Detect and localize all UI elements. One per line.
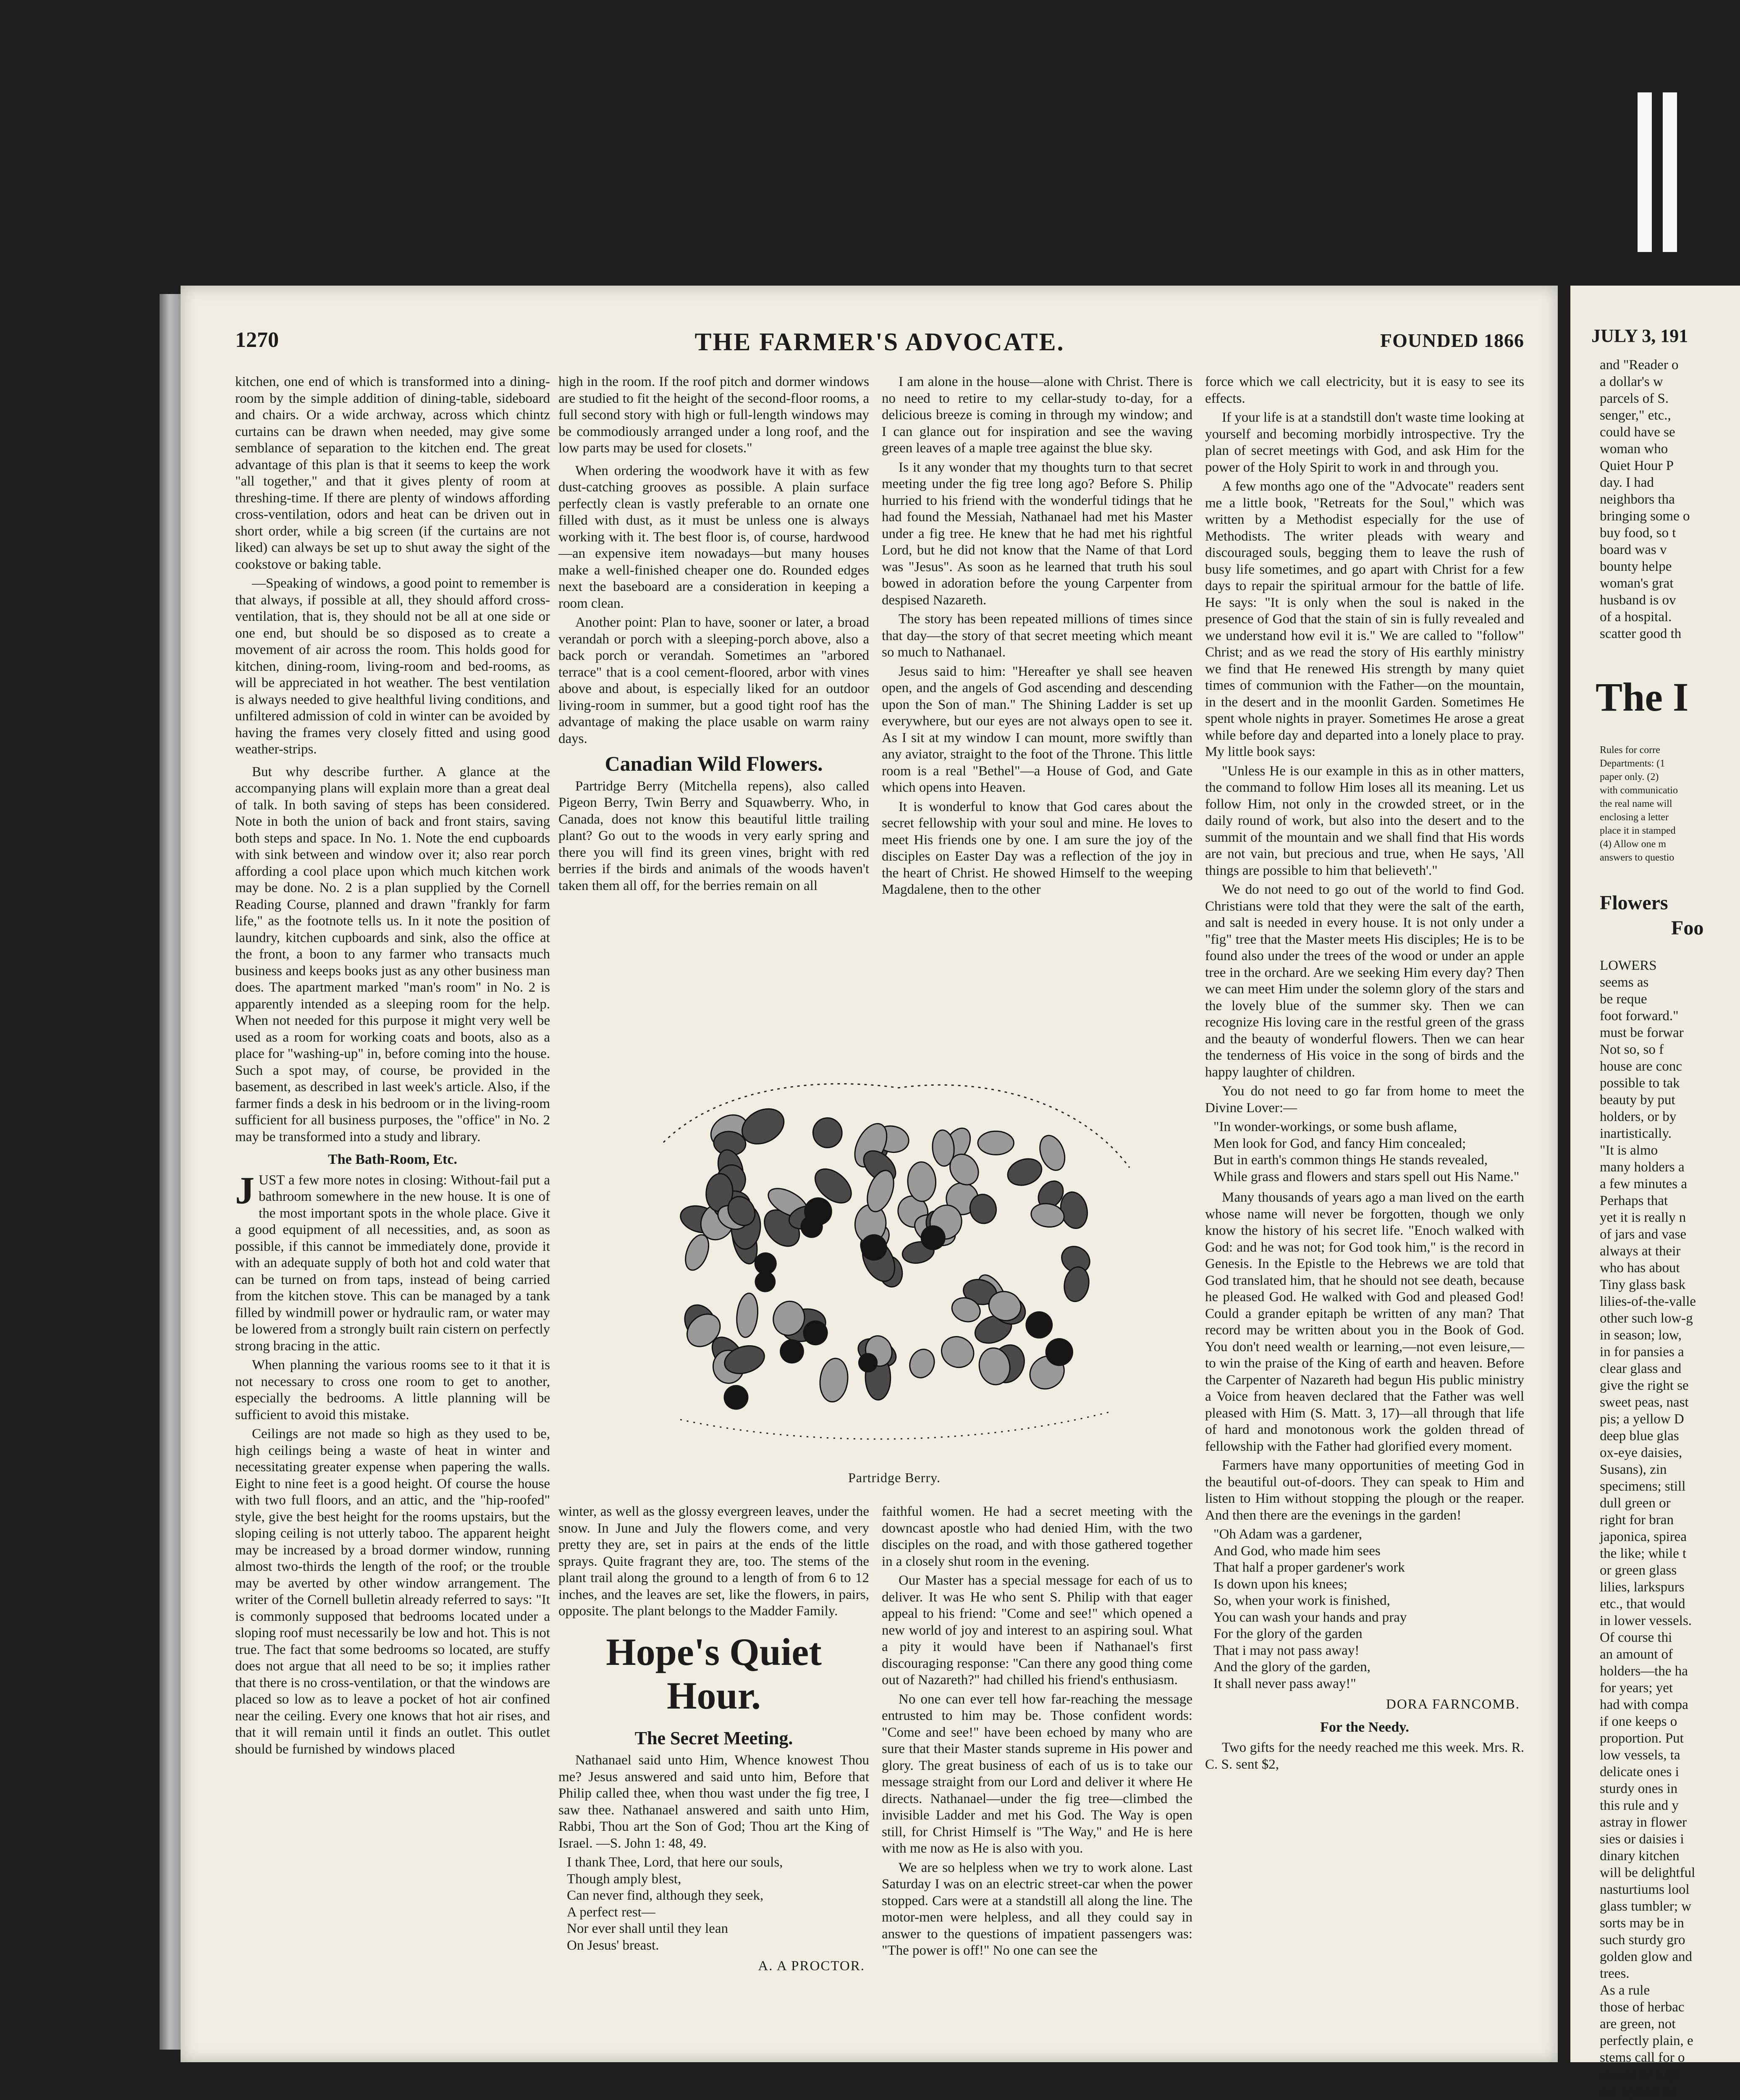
verse-line: Though amply blest,: [567, 1871, 681, 1887]
verse-line: Is down upon his knees;: [1213, 1576, 1347, 1592]
facing-page-line: sies or daisies i: [1600, 1832, 1684, 1847]
verse-line: "Oh Adam was a gardener,: [1213, 1527, 1362, 1542]
facing-page-line: Of course thi: [1600, 1630, 1672, 1645]
facing-page-line: beauty by put: [1600, 1092, 1675, 1108]
facing-page-line: will be delightful: [1600, 1865, 1695, 1880]
facing-page-line: possible to tak: [1600, 1076, 1680, 1091]
berry: [804, 1197, 832, 1226]
facing-page-line: of a hospital.: [1600, 609, 1672, 625]
facing-page-line: (4) Allow one m: [1600, 839, 1666, 850]
facing-page-line: and "Reader o: [1600, 357, 1679, 373]
facing-page-line: sturdy ones in: [1600, 1781, 1678, 1796]
leaf: [978, 1131, 1014, 1155]
founded-label: FOUNDED 1866: [1380, 330, 1524, 351]
signature: A. A PROCTOR.: [758, 1958, 865, 1974]
facing-page-line: with communicatio: [1600, 785, 1678, 796]
paragraph: Ceilings are not made so high as they used to be, high ceilings being a waste of heat in winter and necessitating greater expense when papering the walls. Eight to nine feet is a good height. Of course the house with two full floors, and an attic, and the "hip-roofed" style, give the best height for the rooms upstairs, but the sloping ceiling is not utterly taboo. The apparent height may be increased by a broad dormer window, running almost two-thirds the length of the roof; or the trouble may be averted by other window arrangement. The writer of the Cornell bulletin already referred to says: "It is commonly supposed that bedrooms located under a sloping roof must necessarily be low and hot. This is not true. The fact that some bedrooms so located, are stuffy does not argue that all need to be so; it implies rather that there is no cross-ventilation, or that the windows are placed so low as to leave a pocket of hot air confined near the ceiling. Every one knows that hot air rises, and that it will remain until it finds an outlet. This outlet should be furnished by windows placed: [235, 1426, 550, 1757]
scanner-bar: [1638, 92, 1652, 252]
facing-page-line: scatter good th: [1600, 626, 1682, 641]
facing-page-line: enclosing a letter: [1600, 812, 1669, 823]
verse-line: So, when your work is finished,: [1213, 1593, 1390, 1608]
signature: DORA FARNCOMB.: [1386, 1697, 1520, 1712]
verse-line: A perfect rest—: [567, 1904, 655, 1920]
paragraph: faithful women. He had a secret meeting with the downcast apostle who had denied Him, with the two disciples on the road, and with those gathered together in a closely shut room in the evening.: [882, 1504, 1192, 1569]
facing-page-line: in for pansies a: [1600, 1344, 1684, 1360]
leaf: [735, 1292, 760, 1339]
verse-line: Can never find, although they seek,: [567, 1888, 764, 1903]
verse-line: That half a proper gardener's work: [1213, 1560, 1405, 1575]
verse-line: I thank Thee, Lord, that here our souls,: [567, 1855, 783, 1870]
facing-page-heading: The I: [1596, 675, 1689, 719]
paragraph: We are so helpless when we try to work alone. Last Saturday I was on an electric street-car when the power stopped. Cars were at a standstill all along the line. The motor-men were helpless, and all they could say in answer to the questions of impatient passengers was: "The power is off!" No one can see the: [882, 1860, 1192, 1958]
paragraph-text: UST a few more notes in closing: Without-fail put a bathroom somewhere in the new house. It is one of the most important spots in the whole place. Give it a good equipment of all necessities, and, as soon as possible, if this cannot be immediately done, provide it with an adequate supply of both hot and cold water that can be turned on from taps, instead of being carried from the kitchen stove. This can be managed by a tank filled by windmill power or hydraulic ram, or water may be lowered from a strongly built rain cistern on perfectly strong bracing in the attic.: [235, 1172, 550, 1354]
facing-page-line: sorts may be in: [1600, 1916, 1684, 1931]
facing-page-line: Rules for corre: [1600, 745, 1660, 756]
facing-page-line: dinary kitchen: [1600, 1848, 1680, 1864]
running-head: [235, 328, 1524, 365]
verse-line: Men look for God, and fancy Him concealed;: [1213, 1136, 1466, 1151]
facing-page-line: holders—the ha: [1600, 1664, 1688, 1679]
column-1: [235, 374, 550, 2058]
facing-page-line: the real name will: [1600, 798, 1672, 809]
facing-page-line: Tiny glass bask: [1600, 1277, 1686, 1292]
paragraph: high in the room. If the roof pitch and dormer windows are studied to fit the height of the second-floor rooms, a full second story with high or full-length windows may be commodiously arranged under a long roof, and the low parts may be used for closets.": [558, 374, 869, 456]
leaf: [936, 1331, 979, 1373]
facing-page-line: sweet peas, nast: [1600, 1395, 1689, 1410]
leaf: [1004, 1154, 1046, 1190]
facing-page-line: always at their: [1600, 1244, 1681, 1259]
facing-page-line: Not so, so f: [1600, 1042, 1664, 1057]
paragraph: "Unless He is our example in this as in other matters, the command to follow Him loses all its meaning. Let us follow Him, not only in the crowded street, or in the daily round of work, but also into the desert and to the summit of the mountain and we shall find that His words are not vain, but precious and true, when He says, 'All things are possible to him that believeth'.": [1205, 763, 1524, 878]
paragraph: Is it any wonder that my thoughts turn to that secret meeting under the fig tree long ago? Before S. Philip hurried to his friend with the wonderful tidings that he had found the Messiah, Nathanael had met his Master under a fig tree. He knew that he had met his rightful Lord, but he did not know that the Name of that Lord was "Jesus". As soon as he learned that truth his soul bowed in adoration before the young Carpenter from despised Nazareth.: [882, 459, 1192, 608]
facing-page-line: in lower vessels.: [1600, 1613, 1692, 1628]
leaf: [906, 1346, 938, 1381]
facing-page-line: stems call for o: [1600, 2050, 1685, 2065]
facing-page-line: low vessels, ta: [1600, 1748, 1680, 1763]
facing-page-line: specimens; still: [1600, 1479, 1686, 1494]
paragraph: winter, as well as the glossy evergreen leaves, under the snow. In June and July the flowers come, and very pretty they are, set in pairs at the ends of the little sprays. Quite fragrant they are, too. The stems of the plant trail along the ground to a length of from 6 to 12 inches, and the leaves are set, like the flowers, in pairs, opposite. The plant belongs to the Madder Family.: [558, 1504, 869, 1619]
facing-page-line: inartistically.: [1600, 1126, 1672, 1141]
verse-line: Nor ever shall until they lean: [567, 1921, 728, 1936]
facing-page-line: woman who: [1600, 441, 1668, 457]
facing-page-line: should be kept: [1600, 2067, 1681, 2082]
facing-page-line: give the right se: [1600, 1378, 1689, 1393]
section-heading: For the Needy.: [1320, 1719, 1409, 1735]
facing-page-line: for years; yet: [1600, 1680, 1673, 1696]
facing-page-date: JULY 3, 191: [1591, 326, 1688, 346]
facing-page-line: an amount of: [1600, 1647, 1673, 1662]
berry: [803, 1320, 828, 1345]
facing-page-line: "It is almo: [1600, 1143, 1658, 1158]
facing-page-line: lilies, larkspurs: [1600, 1580, 1685, 1595]
verse: [567, 1854, 869, 1954]
facing-page-line: etc., that would: [1600, 1596, 1685, 1612]
facing-page-line: bringing some o: [1600, 509, 1690, 524]
berry: [1025, 1311, 1053, 1339]
paragraph: We do not need to go out of the world to find God. Christians were told that they were the salt of the earth, and salt is needed in every house. It is not only under a "fig" tree that the Master meets His disciples; He is to be found also under the trees of the wood or under an apple tree in the orchard. Are we seeking Him every day? Then we can meet Him under the solemn glory of the stars and the lovely blue of the summer sky. Then we can recognize His loving care in the restful green of the grass and the beauty of wonderful flowers. Then we can hear the tenderness of His voice in the song of birds and the happy laughter of children.: [1205, 882, 1524, 1080]
facing-page-line: answers to questio: [1600, 852, 1674, 863]
paragraph: Jesus said to him: "Hereafter ye shall see heaven open, and the angels of God ascending and descending upon the Son of man." The Shining Ladder is set up everywhere, but our eyes are not always open to see it. As I sit at my window I can mount, more swiftly than any aviator, straight to the foot of the Throne. This little room is a real "Bethel"—a House of God, and Gate which opens into Heaven.: [882, 664, 1192, 795]
facing-page-line: bounty helpe: [1600, 559, 1672, 574]
berry: [921, 1225, 946, 1250]
facing-page-line: seems as: [1600, 975, 1649, 990]
facing-page-line: trees.: [1600, 1966, 1630, 1981]
facing-page-line: nasturtiums lool: [1600, 1882, 1690, 1897]
facing-page-line: foot forward.": [1600, 1008, 1679, 1024]
leaf: [1062, 1265, 1092, 1303]
facing-page-line: husband is ov: [1600, 593, 1676, 608]
verse-line: But in earth's common things He stands revealed,: [1213, 1152, 1488, 1168]
paragraph: —Speaking of windows, a good point to remember is that always, if possible at all, they should afford cross-ventilation, that is, they should not be all at one side or one end, but should be so disposed as to create a movement of air across the room. This holds good for kitchen, dining-room, living-room and bed-rooms, as will be appreciated in hot weather. The best ventilation is always needed to give healthful living conditions, and unfiltered admission of cold in winter can be avoided by having the frames very closely fitted and using good weather-strips.: [235, 576, 550, 757]
facing-page-line: lilies-of-the-valle: [1600, 1294, 1696, 1309]
facing-page-line: buy food, so t: [1600, 525, 1676, 541]
facing-page-line: who has about: [1600, 1260, 1680, 1276]
facing-page-line: such sturdy gro: [1600, 1932, 1685, 1948]
leaf: [818, 1357, 850, 1403]
leaf: [907, 1162, 936, 1202]
facing-page-line: of jars and vase: [1600, 1227, 1687, 1242]
paragraph: It is wonderful to know that God cares about the secret fellowship with your soul and mine. He loves to meet His friends one by one. I am sure the joy of the disciples on Easter Day was a reflection of the joy in the heart of Christ. He showed Himself to the weeping Magdalene, then to the other: [882, 799, 1192, 897]
facing-page-line: yet it is really n: [1600, 1210, 1686, 1225]
facing-page-line: pis; a yellow D: [1600, 1412, 1684, 1427]
facing-page-line: house are conc: [1600, 1059, 1682, 1074]
verse-line: That i may not pass away!: [1213, 1643, 1360, 1658]
section-title: Hope's Quiet Hour.: [606, 1630, 822, 1717]
paragraph: You do not need to go far from home to meet the Divine Lover:—: [1205, 1084, 1524, 1116]
paragraph: Nathanael said unto Him, Whence knowest Thou me? Jesus answered and said unto him, Before that Philip called thee, when thou wast under the fig tree, I saw thee. Nathanael answered and saith unto Him, Rabbi, Thou art the Son of God; Thou art the King of Israel. —S. John 1: 48, 49.: [558, 1753, 869, 1851]
figure-caption: Partridge Berry.: [848, 1470, 941, 1485]
paragraph: [235, 1168, 550, 1355]
facing-page-line: a dollar's w: [1600, 374, 1663, 389]
paragraph: Two gifts for the needy reached me this week. Mrs. R. C. S. sent $2,: [1205, 1740, 1524, 1772]
facing-page-line: Departments: (1: [1600, 758, 1665, 769]
paragraph: When ordering the woodwork have it with as few dust-catching grooves as possible. A plain surface perfectly clean is vastly preferable to an ornate one filled with dust, as it must be unless one is always working with it. The best floor is, of course, hardwood—an expensive item nowadays—but many houses make a well-finished cheaper one do. Rounded edges next the baseboard are a consideration in keeping a room clean.: [558, 463, 869, 611]
facing-page-line: dull green or: [1600, 1496, 1671, 1511]
facing-page-line: in season; low,: [1600, 1328, 1682, 1343]
verse-1: [1213, 1119, 1524, 1185]
verse-line: And the glory of the garden,: [1213, 1659, 1371, 1675]
paragraph: When planning the various rooms see to it that it is not necessary to cross one room to get to another, especially the bedrooms. A little planning will be sufficient to avoid this mistake.: [235, 1357, 550, 1423]
facing-page-line: Perhaps that: [1600, 1193, 1668, 1208]
facing-page-line: proportion. Put: [1600, 1731, 1684, 1746]
facing-page-line: day. I had: [1600, 475, 1654, 490]
facing-page-line: out against be: [1600, 2084, 1677, 2099]
facing-page-subheading: Flowers: [1600, 892, 1668, 914]
facing-page-line: LOWERS: [1600, 958, 1657, 973]
paragraph: I am alone in the house—alone with Christ. There is no need to retire to my cellar-study to-day, for a delicious breeze is coming in through my window; and I can glance out for inspiration and see the waving green leaves of a maple tree against the blue sky.: [882, 374, 1192, 456]
column-2-lower: [558, 1504, 869, 2058]
facing-page-line: woman's grat: [1600, 576, 1674, 591]
facing-page-line: golden glow and: [1600, 1949, 1692, 1964]
paragraph: A few months ago one of the "Advocate" readers sent me a little book, "Retreats for the Soul," which was written by a Methodist especially for the use of Methodists. The writer pleads with weary and discouraged souls, begging them to leave the rush of busy life sometimes, and go apart with Christ for a few days to repair the spiritual armour for the battle of life. He says: "It is only when the soul is naked in the presence of God that the stain of sin is fully revealed and we understand how evil it is." We are called to "follow" Christ; and as we read the story of His earthly ministry we find that He renewed His strength by many quiet times of communion with the Father—on the mountain, in the desert and in the moonlit Garden. Sometimes He spent whole nights in prayer. Sometimes He arose a great while before day and departed into a lonely place to pray. My little book says:: [1205, 479, 1524, 759]
facing-page-line: many holders a: [1600, 1160, 1685, 1175]
paragraph: No one can ever tell how far-reaching the message entrusted to him may be. Those confident words: "Come and see!" have been echoed by many who are sure that their Master stands supreme in His power and glory. The great business of each of us is to take our message straight from our Lord and deliver it where He directs. Nathanael—under the fig tree—climbed the invisible Ladder and met his God. The Way is open still, for Christ Himself is "The Way," and He is here with me now as He is also with you.: [882, 1691, 1192, 1856]
facing-page-line: a few minutes a: [1600, 1176, 1688, 1192]
facing-page-line: if one keeps o: [1600, 1714, 1677, 1729]
paragraph: Farmers have many opportunities of meeting God in the beautiful out-of-doors. They can speak to Him and listen to Him without stopping the plough or the reaper. And then there are the evenings in the garden!: [1205, 1458, 1524, 1523]
column-3-lower: [882, 1504, 1192, 2058]
paragraph: Many thousands of years ago a man lived on the earth whose name will never be forgotten, though we only know the history of his secret life. "Enoch walked with God: and he was not; for God took him," is the record in Genesis. In the Epistle to the Hebrews we are told that God translated him, that he should not see death, because he pleased God. He walked with God and pleased God! Could a grander epitaph be written of any man? That record may be written about you in the Book of God. You don't need wealth or learning,—not even leisure,—to win the praise of the King of earth and heaven. Before the Carpenter of Nazareth had begun His public ministry a Voice from heaven declared that the Father was well pleased with Him (S. Matt. 3, 17)—all through that life of hard and monotonous work the golden thread of fellowship with the Father had glorified every moment.: [1205, 1190, 1524, 1454]
scanner-bar: [1663, 92, 1677, 252]
drop-cap: J: [235, 1168, 254, 1212]
leaf: [811, 1116, 844, 1150]
berry: [780, 1339, 804, 1364]
verse-line: You can wash your hands and pray: [1213, 1609, 1407, 1625]
paragraph: If your life is at a standstill don't waste time looking at yourself and becoming morbidly introspective. Try the plan of secret meetings with God, and ask Him for the power of the Holy Spirit to work in and through you.: [1205, 410, 1524, 475]
verse-line: While grass and flowers and stars spell out His Name.": [1213, 1169, 1520, 1184]
facing-page: [1570, 286, 1740, 2099]
facing-page-line: astray in flower: [1600, 1815, 1687, 1830]
newspaper-title: THE FARMER'S ADVOCATE.: [694, 328, 1065, 356]
section-heading: The Secret Meeting.: [634, 1727, 793, 1748]
column-4: [1205, 374, 1524, 2058]
paragraph: kitchen, one end of which is transformed into a dining-room by the simple addition of dining-table, sideboard and chairs. Or a wide archway, across which chintz curtains can be drawn when needed, may give some semblance of separation to the kitchen end. The great advantage of this plan is that it seems to keep the work "all together," and that it gives plenty of room at threshing-time. If there are plenty of windows affording cross-ventilation, odors and heat can be driven out in short order, while a big screen (if the curtains are not liked) can always be set up to shut away the sight of the cookstove or baking table.: [235, 374, 550, 572]
verse-line: And God, who made him sees: [1213, 1543, 1381, 1559]
facing-page-line: neighbors tha: [1600, 492, 1675, 507]
facing-page-line: ox-eye daisies,: [1600, 1445, 1682, 1460]
section-heading: Canadian Wild Flowers.: [605, 752, 823, 775]
facing-page-line: Susans), zin: [1600, 1462, 1667, 1477]
page-number: 1270: [235, 328, 279, 352]
verse-line: For the glory of the garden: [1213, 1626, 1363, 1641]
facing-page-line: As a rule: [1600, 1983, 1650, 1998]
facing-page-line: the like; while t: [1600, 1546, 1687, 1561]
facing-page-line: paper only. (2): [1600, 772, 1659, 782]
berry: [861, 1234, 887, 1261]
paragraph: Our Master has a special message for each of us to deliver. It was He who sent S. Philip with that eager appeal to his friend: "Come and see!" which opened a new world of joy and interest to an aspiring soul. What a pity it would have been if Nathanael's first discouraging response: "Can there any good thing come out of Nazareth?" had chilled his friend's enthusiasm.: [882, 1573, 1192, 1688]
verse-2: [1213, 1526, 1524, 1692]
facing-page-line: must be forwar: [1600, 1025, 1684, 1040]
verse-line: On Jesus' breast.: [567, 1937, 659, 1953]
column-3-upper: [882, 374, 1192, 1029]
paragraph: But why describe further. A glance at the accompanying plans will explain more than a great deal of talk. In both saving of steps has been considered. Note in both the union of back and front stairs, saving both steps and space. In No. 1. Note the end cupboards with sink between and window over it; also rear porch affording a cool place upon which much kitchen work may be done. No. 2 is a plan supplied by the Cornell Reading Course, planned and drawn "frankly for farm life," as the footnote tells us. In it note the position of laundry, kitchen cupboards and sink, also the office at the front, a boon to any farmer who transacts much business and keeps books just as any other business man does. The apartment marked "man's room" in No. 2 is apparently intended as a sleeping room for the help. When not needed for this purpose it might very well be used as a room for working coats and boots, also as a place for "washing-up" in, before coming into the house. Such a spot may, of course, be provided in the basement, as described in last week's article. Also, if the farmer finds a desk in his bedroom or in the living-room sufficient for all business purposes, the "office" in No. 2 may be transformed into a study and library.: [235, 764, 550, 1144]
facing-page-line: parcels of S.: [1600, 391, 1669, 406]
facing-page-line: holders, or by: [1600, 1109, 1677, 1124]
facing-page-line: other such low-g: [1600, 1311, 1693, 1326]
facing-page-line: be reque: [1600, 992, 1647, 1007]
verse-line: It shall never pass away!": [1213, 1676, 1356, 1691]
paragraph: The story has been repeated millions of times since that day—the story of that secret meeting which meant so much to Nathanael.: [882, 612, 1192, 660]
section-heading: The Bath-Room, Etc.: [328, 1152, 457, 1167]
column-2-upper: [558, 374, 869, 1029]
paragraph: Another point: Plan to have, sooner or later, a broad verandah or porch with a sleeping-porch above, also a back porch or verandah. Sometimes an "arbored terrace" that is a cool cement-floored, arbor with vines above and about, is especially liked for an outdoor living-room in summer, but a good tight roof has the advantage of making the place usable on warm rainy days.: [558, 615, 869, 746]
facing-page-line: this rule and y: [1600, 1798, 1679, 1813]
facing-page-line: deep blue glas: [1600, 1428, 1679, 1444]
paragraph: Partridge Berry (Mitchella repens), also called Pigeon Berry, Twin Berry and Squawberry. Who, in Canada, does not know this beautiful little trailing plant? Go out to the woods in very early spring and there you will find its green vines, bright with red berries if the birds and animals of the woods haven't taken them all off, for the berries remain on all: [558, 778, 869, 893]
paragraph: force which we call electricity, but it is easy to see its effects.: [1205, 374, 1524, 406]
facing-page-line: board was v: [1600, 542, 1667, 557]
facing-page-line: delicate ones i: [1600, 1764, 1679, 1780]
berry: [755, 1271, 776, 1292]
facing-page-line: perfectly plain, e: [1600, 2033, 1693, 2048]
facing-page-line: right for bran: [1600, 1512, 1674, 1528]
berry: [724, 1385, 749, 1410]
verse-line: "In wonder-workings, or some bush aflame,: [1213, 1119, 1457, 1134]
facing-page-subheading: Foo: [1671, 917, 1704, 939]
facing-page-line: place it in stamped: [1600, 825, 1676, 836]
facing-page-line: glass tumbler; w: [1600, 1899, 1692, 1914]
facing-page-line: clear glass and: [1600, 1361, 1682, 1376]
facing-page-line: could have se: [1600, 425, 1675, 440]
facing-page-line: or green glass: [1600, 1563, 1677, 1578]
facing-page-line: japonica, spirea: [1600, 1529, 1687, 1544]
facing-page-line: are green, not: [1600, 2016, 1676, 2032]
berry: [858, 1353, 878, 1372]
facing-page-line: those of herbac: [1600, 2000, 1685, 2015]
berry: [1046, 1338, 1073, 1366]
facing-page-line: had with compa: [1600, 1697, 1688, 1712]
facing-page-line: Quiet Hour P: [1600, 458, 1674, 473]
partridge-berry-illustration: [630, 1042, 1159, 1462]
facing-page-line: senger," etc.,: [1600, 408, 1671, 423]
